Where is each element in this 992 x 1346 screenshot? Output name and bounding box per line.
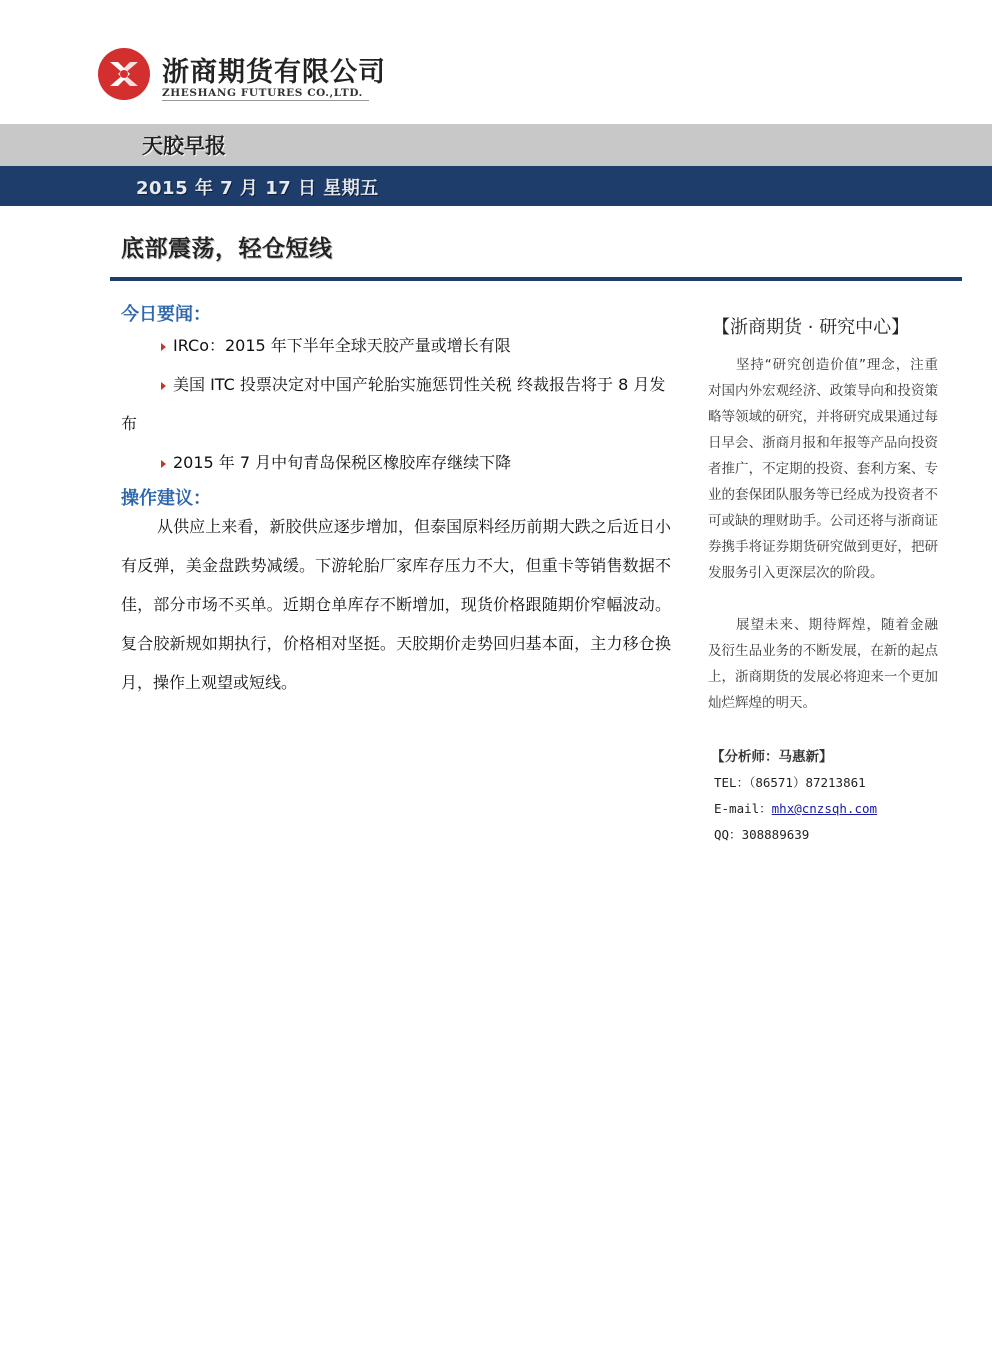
bullet-arrow-icon: [161, 460, 166, 468]
qq-value: 308889639: [741, 827, 810, 842]
news-item: [121, 365, 671, 443]
tel-value: （86571）87213861: [749, 775, 866, 790]
report-headline: 底部震荡，轻仓短线: [121, 236, 333, 262]
news-item: [121, 326, 671, 365]
advice-paragraph: 从供应上来看，新胶供应逐步增加，但泰国原料经历前期大跌之后近日小有反弹，美金盘跌势减缓。下游轮胎厂家库存压力不大，但重卡等销售数据不佳，部分市场不买单。近期仓单库存不断增加，现货价格跟随期价窄幅波动。复合胶新规如期执行，价格相对坚挺。天胶期价走势回归基本面，主力移仓换月，操作上观望或短线。: [121, 517, 671, 692]
company-name-cn: 浙商期货有限公司: [162, 57, 386, 88]
news-heading: 今日要闻：: [121, 304, 211, 325]
analyst-title: 【分析师：马惠新】: [711, 749, 833, 765]
company-underline: [162, 100, 369, 101]
report-type-title: 天胶早报: [142, 134, 226, 158]
qq-label: QQ：: [714, 827, 742, 842]
company-name-en: ZHESHANG FUTURES CO.,LTD.: [162, 87, 363, 99]
research-center-outlook: 展望未来、期待辉煌，随着金融及衍生品业务的不断发展，在新的起点上，浙商期货的发展必将迎来一个更加灿烂辉煌的明天。: [708, 617, 938, 711]
bullet-arrow-icon: [161, 382, 166, 390]
bullet-arrow-icon: [161, 343, 166, 351]
research-center-title: 【浙商期货 · 研究中心】: [712, 317, 910, 338]
news-item: [121, 443, 671, 482]
research-center-intro: 坚持“研究创造价值”理念，注重对国内外宏观经济、政策导向和投资策略等领域的研究，并将研究成果通过每日早会、浙商月报和年报等产品向投资者推广，不定期的投资、套利方案、专业的套保团队服务等已经成为投资者不可或缺的理财助手。公司还将与浙商证券携手将证券期货研究做到更好，把研发服务引入更深层次的阶段。: [708, 357, 938, 581]
email-link[interactable]: mhx@cnzsqh.com: [771, 801, 878, 816]
news-item-text: 2015 年 7 月中旬青岛保税区橡胶库存继续下降: [173, 453, 512, 472]
email-label: E-mail：: [714, 801, 772, 816]
tel-label: TEL：: [714, 775, 750, 790]
analyst-tel: [714, 773, 866, 791]
advice-heading: 操作建议：: [121, 488, 211, 509]
headline-divider: [110, 277, 962, 281]
analyst-email: [714, 799, 877, 817]
company-logo-icon: [96, 46, 152, 102]
news-item-text: 美国 ITC 投票决定对中国产轮胎实施惩罚性关税 终裁报告将于 8 月发布: [121, 375, 666, 433]
news-item-text: IRCo：2015 年下半年全球天胶产量或增长有限: [173, 336, 511, 355]
analyst-qq: [714, 825, 809, 843]
report-date: 2015 年 7 月 17 日 星期五: [136, 178, 379, 199]
